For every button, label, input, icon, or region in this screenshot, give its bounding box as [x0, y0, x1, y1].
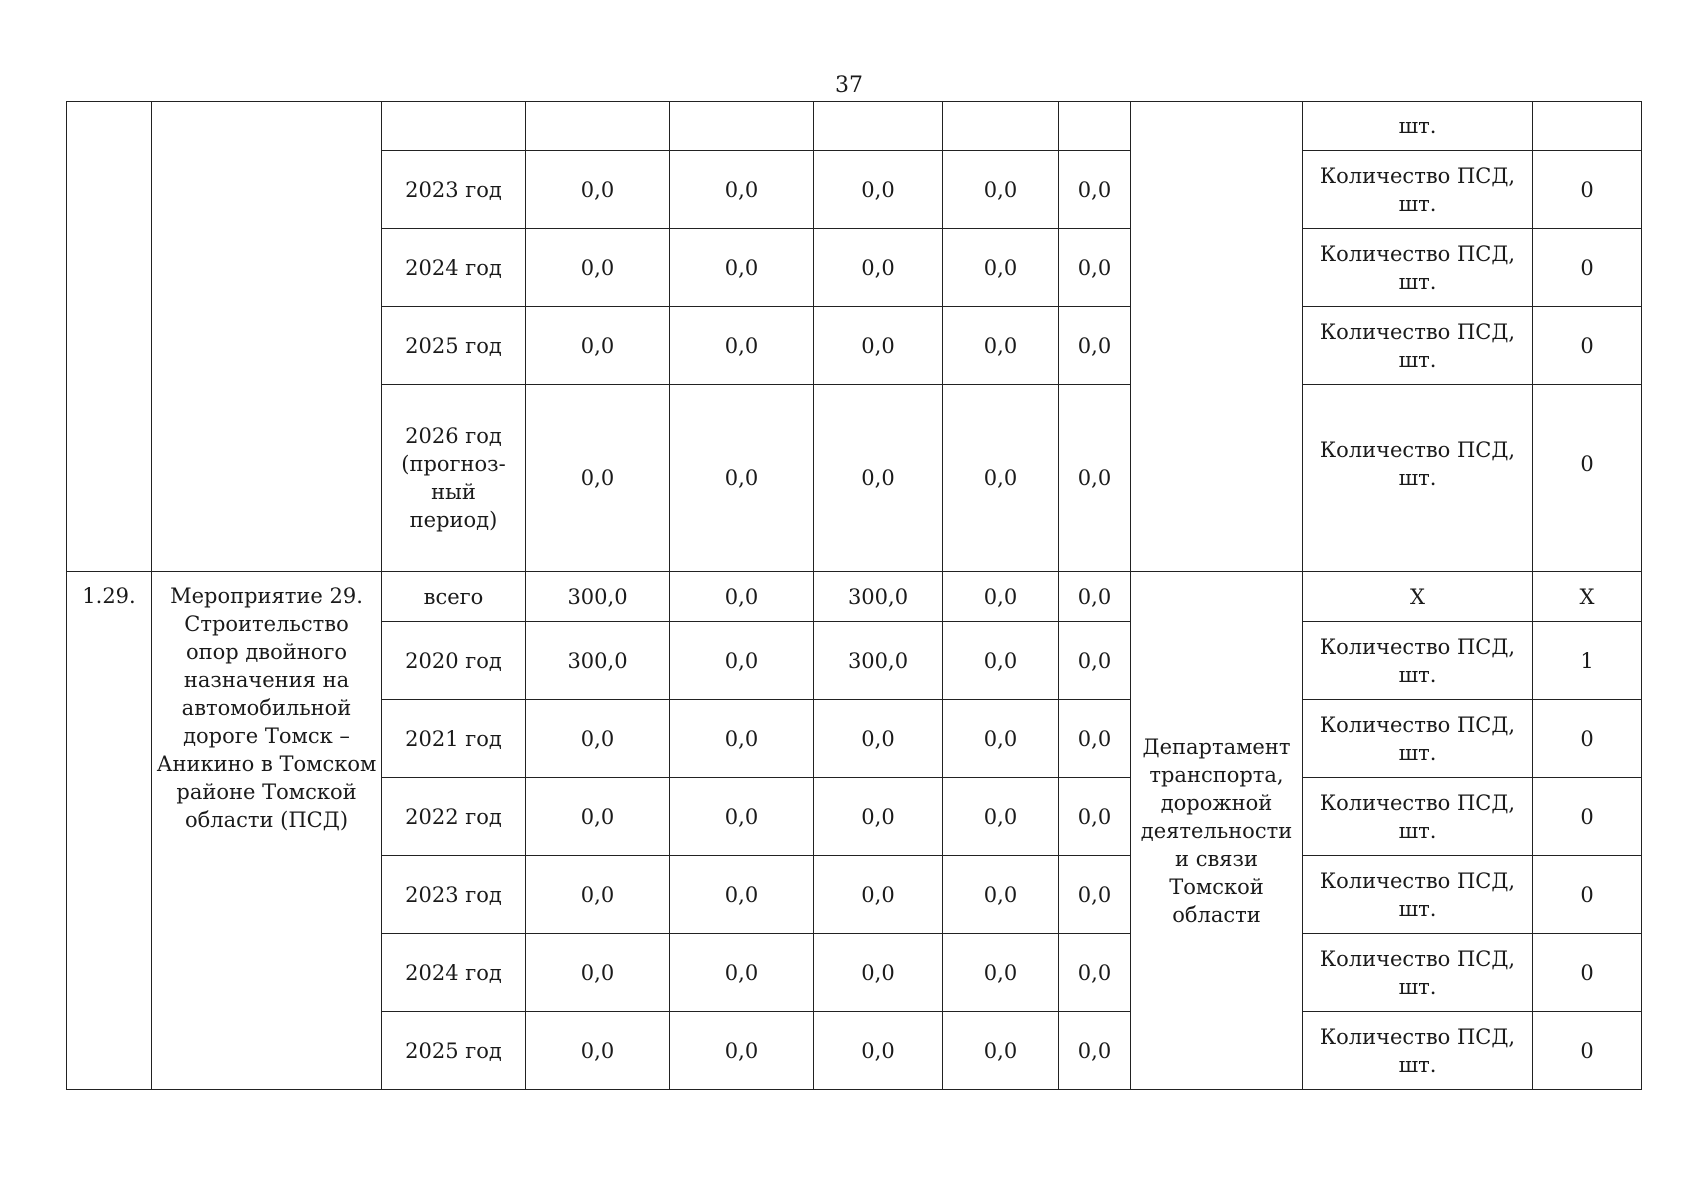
value-cell: 0,0: [1059, 934, 1131, 1012]
value-cell: 0,0: [1059, 151, 1131, 229]
value-cell: 0,0: [670, 700, 814, 778]
indicator-cell: Количество ПСД, шт.: [1303, 385, 1533, 572]
indicator-value-cell: 1: [1533, 622, 1642, 700]
indicator-cell: Х: [1303, 572, 1533, 622]
indicator-value-cell: 0: [1533, 934, 1642, 1012]
year-cell: 2024 год: [382, 229, 526, 307]
value-cell: 300,0: [814, 572, 943, 622]
year-cell: 2025 год: [382, 1012, 526, 1090]
indicator-cell: Количество ПСД, шт.: [1303, 1012, 1533, 1090]
value-cell: 0,0: [670, 622, 814, 700]
value-cell: 0,0: [814, 307, 943, 385]
value-cell: 0,0: [1059, 778, 1131, 856]
value-cell: 0,0: [1059, 385, 1131, 572]
executor-cell: [1131, 102, 1303, 572]
value-cell: 0,0: [670, 151, 814, 229]
item-name-cell: Мероприятие 29. Строительство опор двойного назначения на автомобильной дороге Томск – Аникино в Томском районе Томской области (ПСД): [152, 572, 382, 1090]
value-cell: 0,0: [670, 307, 814, 385]
value-cell: 0,0: [526, 856, 670, 934]
name-cell: [152, 102, 382, 572]
value-cell: 0,0: [670, 385, 814, 572]
value-cell: 0,0: [670, 934, 814, 1012]
value-cell: 0,0: [943, 700, 1059, 778]
year-cell: 2023 год: [382, 856, 526, 934]
value-cell: 0,0: [943, 307, 1059, 385]
value-cell: 0,0: [1059, 700, 1131, 778]
item-number-cell: 1.29.: [67, 572, 152, 1090]
year-cell: 2022 год: [382, 778, 526, 856]
indicator-value-cell: 0: [1533, 229, 1642, 307]
value-cell: 0,0: [814, 151, 943, 229]
value-cell: 0,0: [814, 229, 943, 307]
value-cell: 0,0: [526, 1012, 670, 1090]
value-cell: 300,0: [526, 572, 670, 622]
indicator-cell: Количество ПСД, шт.: [1303, 229, 1533, 307]
executor-cell: Департамент транспорта, дорожной деятельности и связи Томской области: [1131, 572, 1303, 1090]
indicator-cell: Количество ПСД, шт.: [1303, 151, 1533, 229]
indicator-value-cell: 0: [1533, 778, 1642, 856]
value-cell: [670, 102, 814, 151]
value-cell: [526, 102, 670, 151]
year-cell: 2021 год: [382, 700, 526, 778]
indicator-cell: Количество ПСД, шт.: [1303, 700, 1533, 778]
value-cell: 0,0: [814, 1012, 943, 1090]
value-cell: 0,0: [943, 385, 1059, 572]
value-cell: 0,0: [943, 934, 1059, 1012]
value-cell: 0,0: [1059, 856, 1131, 934]
indicator-value-cell: 0: [1533, 856, 1642, 934]
indicator-cell: Количество ПСД, шт.: [1303, 622, 1533, 700]
value-cell: 0,0: [1059, 622, 1131, 700]
year-cell: всего: [382, 572, 526, 622]
year-cell: 2020 год: [382, 622, 526, 700]
indicator-value-cell: [1533, 102, 1642, 151]
value-cell: 0,0: [670, 229, 814, 307]
page-number: 37: [835, 73, 863, 98]
table-row: [67, 572, 1642, 622]
value-cell: 300,0: [526, 622, 670, 700]
value-cell: [814, 102, 943, 151]
indicator-value-cell: 0: [1533, 151, 1642, 229]
indicator-value-cell: 0: [1533, 700, 1642, 778]
value-cell: 0,0: [1059, 572, 1131, 622]
value-cell: 0,0: [943, 856, 1059, 934]
value-cell: 0,0: [670, 1012, 814, 1090]
value-cell: 0,0: [943, 572, 1059, 622]
program-table: [66, 101, 1642, 1090]
value-cell: 0,0: [1059, 307, 1131, 385]
value-cell: [943, 102, 1059, 151]
value-cell: 0,0: [814, 778, 943, 856]
value-cell: 0,0: [670, 856, 814, 934]
value-cell: 0,0: [526, 700, 670, 778]
value-cell: 0,0: [526, 385, 670, 572]
value-cell: 0,0: [1059, 1012, 1131, 1090]
value-cell: 0,0: [814, 700, 943, 778]
value-cell: 0,0: [943, 622, 1059, 700]
indicator-value-cell: Х: [1533, 572, 1642, 622]
value-cell: 0,0: [943, 229, 1059, 307]
value-cell: 0,0: [526, 307, 670, 385]
indicator-cell: Количество ПСД, шт.: [1303, 778, 1533, 856]
value-cell: 0,0: [526, 778, 670, 856]
number-cell: [67, 102, 152, 572]
indicator-cell: Количество ПСД, шт.: [1303, 934, 1533, 1012]
year-cell: 2025 год: [382, 307, 526, 385]
year-cell: 2024 год: [382, 934, 526, 1012]
value-cell: 0,0: [1059, 229, 1131, 307]
year-cell: 2023 год: [382, 151, 526, 229]
value-cell: 0,0: [814, 856, 943, 934]
value-cell: [1059, 102, 1131, 151]
value-cell: 0,0: [526, 229, 670, 307]
indicator-value-cell: 0: [1533, 385, 1642, 572]
value-cell: 0,0: [670, 778, 814, 856]
table-row: [67, 102, 1642, 151]
year-cell: [382, 102, 526, 151]
value-cell: 0,0: [526, 151, 670, 229]
value-cell: 0,0: [814, 385, 943, 572]
value-cell: 0,0: [943, 151, 1059, 229]
indicator-value-cell: 0: [1533, 1012, 1642, 1090]
indicator-cell: Количество ПСД, шт.: [1303, 856, 1533, 934]
value-cell: 0,0: [943, 1012, 1059, 1090]
value-cell: 0,0: [943, 778, 1059, 856]
indicator-cell: Количество ПСД, шт.: [1303, 307, 1533, 385]
indicator-cell: шт.: [1303, 102, 1533, 151]
value-cell: 0,0: [526, 934, 670, 1012]
indicator-value-cell: 0: [1533, 307, 1642, 385]
value-cell: 0,0: [814, 934, 943, 1012]
year-cell: 2026 год (прогноз-ный период): [382, 385, 526, 572]
value-cell: 0,0: [670, 572, 814, 622]
value-cell: 300,0: [814, 622, 943, 700]
